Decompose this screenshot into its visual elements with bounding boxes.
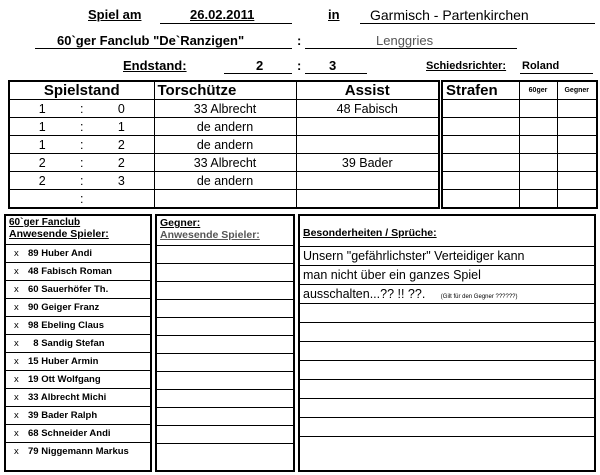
players-box — [4, 214, 152, 472]
player-row — [6, 317, 150, 335]
opponent-row — [157, 408, 293, 426]
opponent-row — [157, 318, 293, 336]
scorer-cell: de andern — [154, 118, 296, 136]
home-team-name: 60`ger Fanclub "De`Ranzigen" — [57, 33, 245, 48]
strafen-60ger-cell — [519, 190, 557, 208]
remarks-lines — [300, 246, 594, 455]
players-title: 60`ger Fanclub — [9, 217, 81, 228]
strafen-cell — [442, 100, 519, 118]
opponent-cell — [157, 336, 293, 354]
remark-text: man nicht über ein ganzes Spiel — [303, 268, 481, 282]
player-present-mark: x — [14, 248, 19, 259]
player-name: 19 Ott Wolfgang — [28, 374, 101, 385]
player-row — [6, 443, 150, 461]
player-name: 33 Albrecht Michi — [28, 392, 107, 403]
remark-line — [300, 399, 594, 418]
opponent-cell — [157, 282, 293, 300]
row-score-separator: : — [80, 101, 84, 116]
opponent-cell — [157, 372, 293, 390]
player-row — [6, 299, 150, 317]
referee-name: Roland — [522, 60, 560, 72]
opponent-cell — [157, 300, 293, 318]
remark-small-note: (Gilt für den Gegner ??????) — [440, 294, 518, 300]
scorer-cell: de andern — [154, 172, 296, 190]
player-present-mark: x — [14, 284, 19, 295]
opponent-row — [157, 444, 293, 462]
scorer-cell: de andern — [154, 136, 296, 154]
remark-line — [300, 247, 594, 266]
score-row — [9, 136, 439, 154]
strafen-gegner-cell — [557, 136, 597, 154]
torschuetze-header: Torschütze — [154, 81, 296, 100]
strafen-row — [442, 100, 597, 118]
score-separator: : — [297, 58, 302, 73]
score-cell — [9, 190, 154, 209]
player-name: 68 Schneider Andi — [28, 428, 111, 439]
row-away-score: 2 — [117, 155, 125, 170]
strafen-gegner-cell — [557, 172, 597, 190]
strafen-60ger-cell — [519, 118, 557, 136]
strafen-cell — [442, 118, 519, 136]
row-score-separator: : — [80, 119, 84, 134]
assist-cell — [296, 172, 439, 190]
opponents-subtitle: Anwesende Spieler: — [160, 229, 260, 241]
remarks-title: Besonderheiten / Sprüche: — [303, 227, 437, 239]
scorer-cell: 33 Albrecht — [154, 154, 296, 172]
strafen-gegner-cell — [557, 100, 597, 118]
row-home-score: 1 — [38, 137, 46, 152]
player-present-mark: x — [14, 356, 19, 367]
opponent-cell — [157, 444, 293, 462]
row-away-score: 0 — [117, 101, 125, 116]
referee-label: Schiedsrichter: — [426, 60, 507, 72]
opponent-cell — [157, 318, 293, 336]
strafen-header: Strafen — [442, 81, 519, 100]
away-team-name: Lenggries — [376, 33, 434, 48]
home-team-underline — [35, 48, 292, 49]
assist-cell: 39 Bader — [296, 154, 439, 172]
final-home-score: 2 — [256, 58, 264, 73]
remark-line — [300, 361, 594, 380]
opponent-row — [157, 300, 293, 318]
spielstand-header: Spielstand — [9, 81, 154, 100]
opponent-cell — [157, 264, 293, 282]
opponent-cell — [157, 426, 293, 444]
endstand-label: Endstand: — [123, 58, 187, 73]
score-row — [9, 100, 439, 118]
row-score-separator: : — [80, 191, 84, 206]
strafen-60ger-cell — [519, 172, 557, 190]
opponents-title: Gegner: — [160, 217, 201, 229]
player-row — [6, 425, 150, 443]
strafen-cell — [442, 154, 519, 172]
match-location: Garmisch - Partenkirchen — [370, 7, 529, 23]
player-row — [6, 371, 150, 389]
assist-cell — [296, 136, 439, 154]
remark-line — [300, 323, 594, 342]
home-score-underline — [224, 73, 292, 74]
opponents-list — [157, 245, 293, 461]
strafen-row — [442, 136, 597, 154]
player-name: 90 Geiger Franz — [28, 302, 100, 313]
player-row — [6, 263, 150, 281]
strafen-60ger-cell — [519, 154, 557, 172]
player-name: 15 Huber Armin — [28, 356, 99, 367]
team-separator: : — [297, 33, 302, 48]
strafen-row — [442, 118, 597, 136]
opponents-box — [155, 214, 295, 472]
strafen-gegner-cell — [557, 190, 597, 208]
score-cell — [9, 118, 154, 136]
opponent-cell — [157, 246, 293, 264]
player-name: 60 Sauerhöfer Th. — [28, 284, 109, 295]
strafen-row — [442, 190, 597, 208]
row-away-score: 2 — [117, 137, 125, 152]
player-name: 79 Niggemann Markus — [28, 446, 129, 457]
final-away-score: 3 — [329, 58, 337, 73]
strafen-row — [442, 172, 597, 190]
player-name: 89 Huber Andi — [28, 248, 93, 259]
strafen-cell — [442, 136, 519, 154]
score-cell — [9, 154, 154, 172]
strafen-60ger-cell — [519, 100, 557, 118]
in-label: in — [328, 7, 340, 22]
remark-line — [300, 285, 594, 304]
score-cell — [9, 172, 154, 190]
opponent-row — [157, 372, 293, 390]
opponent-row — [157, 336, 293, 354]
player-present-mark: x — [14, 320, 19, 331]
players-subtitle: Anwesende Spieler: — [9, 228, 109, 240]
remark-line — [300, 437, 594, 456]
score-cell — [9, 136, 154, 154]
players-list — [6, 244, 150, 460]
row-home-score: 1 — [38, 119, 46, 134]
row-home-score: 2 — [38, 155, 46, 170]
player-present-mark: x — [14, 374, 19, 385]
remark-line — [300, 418, 594, 437]
player-row — [6, 353, 150, 371]
score-row — [9, 172, 439, 190]
opponent-cell — [157, 390, 293, 408]
referee-underline — [520, 73, 593, 74]
strafen-cell — [442, 190, 519, 208]
spiel-am-label: Spiel am — [88, 7, 142, 22]
score-row — [9, 154, 439, 172]
row-away-score — [89, 192, 153, 206]
player-present-mark: x — [14, 410, 19, 421]
remark-line — [300, 304, 594, 323]
row-score-separator: : — [80, 137, 84, 152]
away-score-underline — [305, 73, 367, 74]
player-present-mark: x — [14, 428, 19, 439]
player-row — [6, 407, 150, 425]
score-table — [8, 80, 440, 209]
row-home-score — [10, 192, 74, 206]
opponent-cell — [157, 354, 293, 372]
player-present-mark: x — [14, 392, 19, 403]
score-row — [9, 118, 439, 136]
assist-header: Assist — [296, 81, 439, 100]
row-score-separator: : — [80, 173, 84, 188]
remark-line — [300, 342, 594, 361]
player-present-mark: x — [14, 302, 19, 313]
player-name: 8 Sandig Stefan — [28, 338, 105, 349]
strafen-gegner-header: Gegner — [557, 81, 597, 100]
player-row — [6, 245, 150, 263]
away-team-underline — [305, 48, 517, 49]
match-date: 26.02.2011 — [190, 7, 255, 22]
row-home-score: 1 — [38, 101, 46, 116]
opponent-row — [157, 426, 293, 444]
player-present-mark: x — [14, 266, 19, 277]
row-score-separator: : — [80, 155, 84, 170]
player-name: 98 Ebeling Claus — [28, 320, 105, 331]
remark-text: Unsern "gefährlichster" Verteidiger kann — [303, 249, 525, 263]
opponent-row — [157, 264, 293, 282]
scorer-cell — [154, 190, 296, 209]
row-away-score: 3 — [117, 173, 125, 188]
opponent-row — [157, 390, 293, 408]
opponent-cell — [157, 408, 293, 426]
strafen-row — [442, 154, 597, 172]
strafen-gegner-cell — [557, 154, 597, 172]
remark-line — [300, 266, 594, 285]
player-present-mark: x — [14, 446, 19, 457]
player-name: 39 Bader Ralph — [28, 410, 98, 421]
date-underline — [160, 23, 292, 24]
row-home-score: 2 — [38, 173, 46, 188]
strafen-table — [441, 80, 598, 209]
player-row — [6, 389, 150, 407]
location-underline — [360, 23, 595, 24]
scorer-cell: 33 Albrecht — [154, 100, 296, 118]
strafen-60ger-cell — [519, 136, 557, 154]
assist-cell — [296, 118, 439, 136]
score-cell — [9, 100, 154, 118]
remarks-box — [298, 214, 596, 472]
assist-cell: 48 Fabisch — [296, 100, 439, 118]
remark-line — [300, 380, 594, 399]
strafen-cell — [442, 172, 519, 190]
score-row — [9, 190, 439, 209]
player-row — [6, 335, 150, 353]
strafen-gegner-cell — [557, 118, 597, 136]
strafen-60ger-header: 60ger — [519, 81, 557, 100]
opponent-row — [157, 246, 293, 264]
row-away-score: 1 — [117, 119, 125, 134]
player-present-mark: x — [14, 338, 19, 349]
remark-text: ausschalten...?? !! ??. — [303, 287, 426, 301]
opponent-row — [157, 354, 293, 372]
player-row — [6, 281, 150, 299]
assist-cell — [296, 190, 439, 209]
opponent-row — [157, 282, 293, 300]
player-name: 48 Fabisch Roman — [28, 266, 112, 277]
